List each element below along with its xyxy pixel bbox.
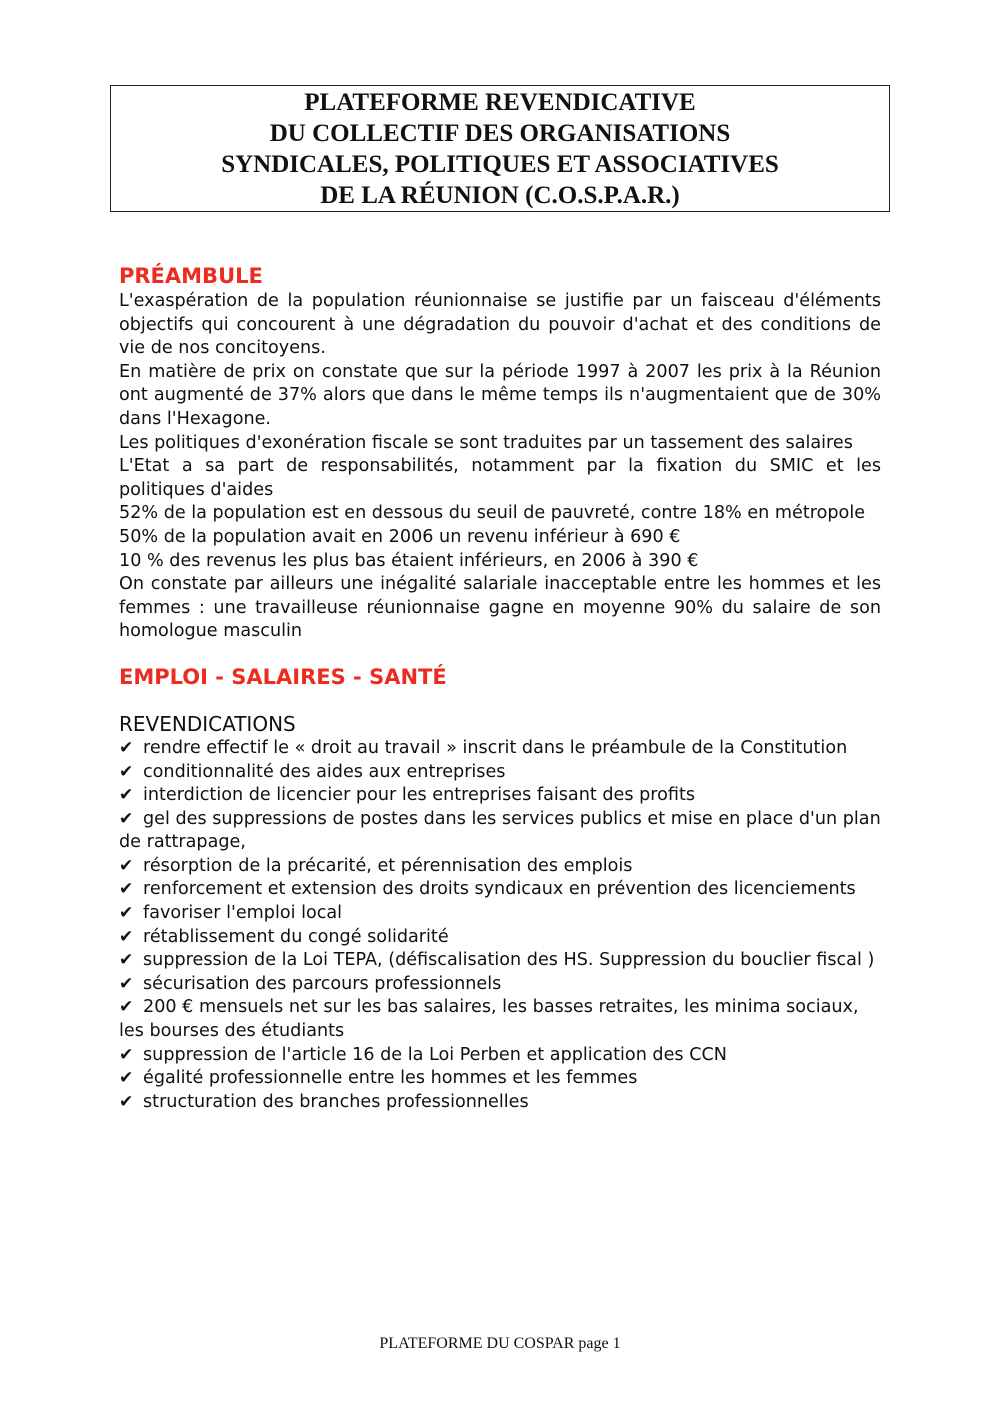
claim-item bbox=[119, 808, 881, 855]
claim-text: résorption de la précarité, et pérennisation des emplois bbox=[143, 855, 633, 876]
claim-item bbox=[119, 1067, 881, 1091]
claim-item bbox=[119, 1044, 881, 1068]
claim-item bbox=[119, 926, 881, 950]
check-mark-icon: ✔ bbox=[119, 785, 134, 806]
check-mark-icon: ✔ bbox=[119, 903, 134, 924]
page-footer: PLATEFORME DU COSPAR page 1 bbox=[379, 1335, 621, 1352]
claim-text: favoriser l'emploi local bbox=[143, 903, 343, 924]
title-line-4: DE LA RÉUNION (C.O.S.P.A.R.) bbox=[320, 181, 680, 209]
claim-text: conditionnalité des aides aux entreprises bbox=[143, 761, 506, 782]
preambule-heading: PRÉAMBULE bbox=[119, 264, 263, 288]
check-mark-icon: ✔ bbox=[119, 926, 134, 947]
check-mark-icon: ✔ bbox=[119, 997, 134, 1018]
preambule-paragraph: On constate par ailleurs une inégalité salariale inacceptable entre les hommes et les femmes : une travailleuse réunionnaise gagne en moyenne 90% du salaire de son homologue masculin bbox=[119, 574, 881, 642]
check-mark-icon: ✔ bbox=[119, 879, 134, 900]
claim-text: gel des suppressions de postes dans les services publics et mise en place d'un plan de rattrapage, bbox=[119, 808, 881, 853]
claim-item bbox=[119, 902, 881, 926]
claim-text: égalité professionnelle entre les hommes et les femmes bbox=[143, 1068, 638, 1089]
preambule-paragraph: Les politiques d'exonération fiscale se sont traduites par un tassement des salaires bbox=[119, 432, 853, 453]
claims-list bbox=[119, 737, 881, 1115]
preambule-paragraph: En matière de prix on constate que sur la période 1997 à 2007 les prix à la Réunion ont augmenté de 37% alors que dans le même temps ils n'augmentaient que de 30% dans l'Hexagone. bbox=[119, 361, 881, 429]
claim-text: renforcement et extension des droits syndicaux en prévention des licenciements bbox=[143, 879, 856, 900]
claim-text: suppression de l'article 16 de la Loi Perben et application des CCN bbox=[143, 1044, 727, 1065]
check-mark-icon: ✔ bbox=[119, 761, 134, 782]
document-body bbox=[119, 262, 881, 1114]
claim-item bbox=[119, 996, 881, 1043]
title-line-1: PLATEFORME REVENDICATIVE bbox=[304, 88, 696, 116]
claim-item bbox=[119, 855, 881, 879]
claim-text: structuration des branches professionnelles bbox=[143, 1091, 529, 1112]
title-box bbox=[110, 85, 890, 212]
title-line-3: SYNDICALES, POLITIQUES ET ASSOCIATIVES bbox=[221, 150, 779, 178]
claim-item bbox=[119, 1091, 881, 1115]
claim-text: interdiction de licencier pour les entreprises faisant des profits bbox=[143, 785, 696, 806]
claim-item bbox=[119, 949, 881, 973]
claim-text: 200 € mensuels net sur les bas salaires, les basses retraites, les minima sociaux, les bourses des étudiants bbox=[119, 997, 859, 1042]
claim-text: rendre effectif le « droit au travail » inscrit dans le préambule de la Constitution bbox=[143, 737, 848, 758]
check-mark-icon: ✔ bbox=[119, 950, 134, 971]
check-mark-icon: ✔ bbox=[119, 973, 134, 994]
check-mark-icon: ✔ bbox=[119, 737, 134, 758]
claim-item bbox=[119, 761, 881, 785]
title-line-2: DU COLLECTIF DES ORGANISATIONS bbox=[269, 119, 731, 147]
claim-item bbox=[119, 784, 881, 808]
claim-item bbox=[119, 973, 881, 997]
preambule-paragraph: 52% de la population est en dessous du seuil de pauvreté, contre 18% en métropole bbox=[119, 503, 866, 524]
preambule-paragraph: 10 % des revenus les plus bas étaient inférieurs, en 2006 à 390 € bbox=[119, 550, 699, 571]
claim-text: rétablissement du congé solidarité bbox=[143, 926, 449, 947]
revendications-heading: REVENDICATIONS bbox=[119, 711, 296, 736]
claim-item bbox=[119, 737, 881, 761]
check-mark-icon: ✔ bbox=[119, 1091, 134, 1112]
claim-item bbox=[119, 878, 881, 902]
emploi-heading: EMPLOI - SALAIRES - SANTÉ bbox=[119, 664, 447, 689]
check-mark-icon: ✔ bbox=[119, 808, 134, 829]
claim-text: suppression de la Loi TEPA, (défiscalisation des HS. Suppression du bouclier fiscal ) bbox=[143, 950, 875, 971]
claim-text: sécurisation des parcours professionnels bbox=[143, 973, 502, 994]
preambule-paragraph: L'exaspération de la population réunionnaise se justifie par un faisceau d'éléments objectifs qui concourent à une dégradation du pouvoir d'achat et des conditions de vie de nos concitoyens. bbox=[119, 291, 881, 359]
preambule-paragraph: 50% de la population avait en 2006 un revenu inférieur à 690 € bbox=[119, 526, 681, 547]
check-mark-icon: ✔ bbox=[119, 1068, 134, 1089]
check-mark-icon: ✔ bbox=[119, 1044, 134, 1065]
preambule-paragraph: L'Etat a sa part de responsabilités, notamment par la fixation du SMIC et les politiques d'aides bbox=[119, 456, 881, 500]
check-mark-icon: ✔ bbox=[119, 855, 134, 876]
